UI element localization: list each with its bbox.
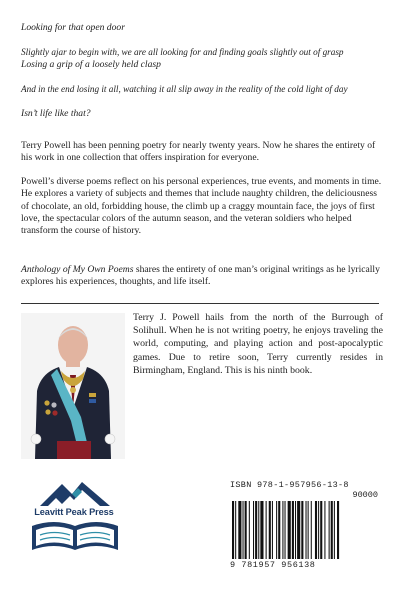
- divider: [21, 303, 379, 304]
- description-paragraph: Powell’s diverse poems reflect on his personal experiences, true events, and moments in time. He explores a variety of subjects and themes that include naughty children, the deliciousness of chocolate, an old, forbidding house, the climb up a craggy mountain face, the joys of first love, the spectacular colors of the autumn season, and the veteran soldiers who helped transform the course of history.: [21, 175, 382, 237]
- anthology-text: shares the entirety of one man’s original writings as he lyrically explores his experiences, thoughts, and life itself.: [21, 264, 380, 288]
- barcode-bar: [315, 501, 317, 559]
- barcode-bar: [288, 501, 291, 559]
- barcode-bar: [245, 501, 247, 559]
- anthology-summary: [21, 264, 383, 289]
- publisher-logo: [20, 478, 130, 558]
- barcode-bar: [258, 501, 259, 559]
- isbn-barcode: [228, 480, 382, 575]
- barcode-bar: [334, 501, 335, 559]
- poem-line: Looking for that open door: [21, 22, 125, 33]
- barcode-bar: [272, 501, 273, 559]
- barcode-bar: [285, 501, 286, 559]
- barcode-bar: [306, 501, 307, 559]
- barcode-bar: [297, 501, 300, 559]
- barcode-bar: [301, 501, 303, 559]
- book-description: [21, 140, 383, 249]
- barcode-bar: [276, 501, 277, 559]
- barcode-bar: [238, 501, 241, 559]
- barcode-bar: [329, 501, 330, 559]
- barcode-bar: [243, 501, 244, 559]
- barcode-bar: [324, 501, 325, 559]
- barcode-bar: [331, 501, 333, 559]
- book-title: Anthology of My Own Poems: [21, 264, 134, 275]
- barcode-bar: [249, 501, 250, 559]
- barcode-bar: [295, 501, 296, 559]
- ean-number: 9 781957 956138: [230, 560, 316, 570]
- poem-line: Losing a grip of a loosely held clasp: [21, 58, 161, 70]
- barcode-bar: [320, 501, 322, 559]
- author-photo: [21, 313, 125, 459]
- barcode-bar: [308, 501, 309, 559]
- poem-excerpt: [21, 22, 383, 120]
- barcode-bar: [269, 501, 271, 559]
- barcode-bar: [292, 501, 294, 559]
- barcode-bar: [253, 501, 254, 559]
- price-code: 90000: [352, 490, 378, 500]
- author-bio: Terry J. Powell hails from the north of the Burrough of Solihull. When he is not writing poetry, he enjoys traveling the world, computing, and playing action and post-apocalyptic games. Due to retire soon, Terry currently resides in Birmingham, England. This is his ninth book.: [133, 312, 383, 376]
- barcode-bar: [278, 501, 280, 559]
- barcode-bar: [282, 501, 283, 559]
- poem-line: Slightly ajar to begin with, we are all looking for and finding goals slightly out of grasp: [21, 47, 344, 58]
- barcode-bar: [260, 501, 263, 559]
- publisher-name: Leavitt Peak Press: [34, 507, 114, 517]
- barcode-bar: [337, 501, 339, 559]
- barcode-bar: [318, 501, 319, 559]
- poem-line: Isn’t life like that?: [21, 107, 91, 119]
- barcode-bar: [235, 501, 236, 559]
- barcode-bars: [232, 501, 378, 559]
- barcode-bar: [255, 501, 257, 559]
- barcode-bar: [232, 501, 234, 559]
- isbn-label: ISBN 978-1-957956-13-8: [230, 480, 349, 490]
- barcode-bar: [266, 501, 267, 559]
- poem-line: And in the end losing it all, watching it all slip away in the reality of the cold light of day: [21, 84, 348, 95]
- description-paragraph: Terry Powell has been penning poetry for nearly twenty years. Now he shares the entirety of his work in one collection that offers inspiration for everyone.: [21, 140, 376, 164]
- barcode-bar: [311, 501, 312, 559]
